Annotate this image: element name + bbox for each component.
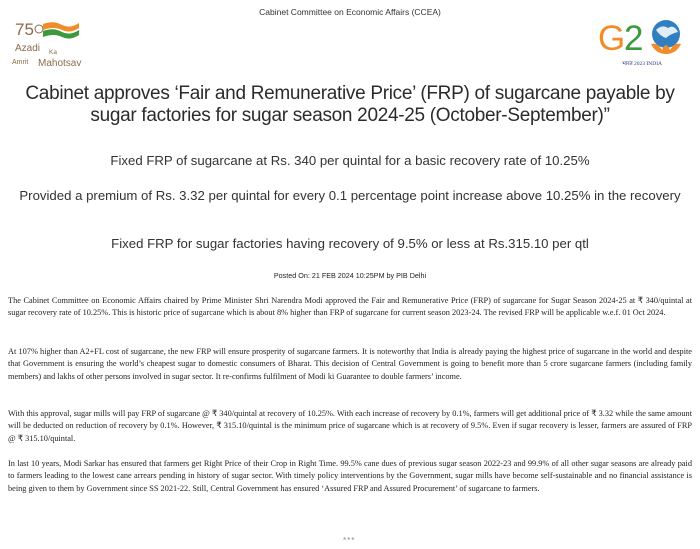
- posted-on-line: Posted On: 21 FEB 2024 10:25PM by PIB Delhi: [273, 271, 427, 280]
- highlight-2: Provided a premium of Rs. 3.32 per quintal for every 0.1 percentage point increase above 10.25% in the recovery: [19, 188, 681, 203]
- svg-text:G: G: [598, 19, 626, 58]
- svg-text:2: 2: [624, 19, 644, 58]
- press-release-title: Cabinet approves ‘Fair and Remunerative Price’ (FRP) of sugarcane payable by sugar factories for sugar season 2024-25 (October-September)”: [25, 83, 675, 126]
- page-header: [0, 0, 700, 78]
- azadi-ka-amrit-mahotsav-logo: [12, 18, 102, 68]
- svg-text:Mahotsav: Mahotsav: [38, 58, 82, 68]
- highlight-1: Fixed FRP of sugarcane at Rs. 340 per quintal for a basic recovery rate of 10.25%: [110, 153, 590, 168]
- paragraph-text: In last 10 years, Modi Sarkar has ensured that farmers get Right Price of their Crop in Right Time. 99.5% cane dues of previous sugar season 2022-23 and 99.9% of all other sugar seasons are already paid to farmers leading to the lowest cane arrears pending in history of sugar sector. With timely policy interventions by the Government, sugar mills have become self-sustainable and no financial assistance is being given to them by Government since SS 2021-22. Still, Central Government has ensured ‘Assured FRP and Assured Procurement’ of sugarcane to farmers.: [8, 459, 692, 493]
- paragraph-text: At 107% higher than A2+FL cost of sugarcane, the new FRP will ensure prosperity of sugarcane farmers. It is noteworthy that India is already paying the highest price of sugarcane in the world and despite that Government is ensuring the world’s cheapest sugar to domestic consumers of Bharat. This decision of Central Government is going to benefit more than 5 crore sugarcane farmers (including family members) and lakhs of other persons involved in sugar sector. It re-confirms fulfilment of Modi ki Guarantee to double farmers’ income.: [8, 347, 692, 381]
- paragraph-text: The Cabinet Committee on Economic Affairs chaired by Prime Minister Shri Narendra Modi approved the Fair and Remunerative Price (FRP) of sugarcane for Sugar Season 2024-25 at ₹ 340/quintal at sugar recovery rate of 10.25%. This is historic price of sugarcane which is about 8% higher than FRP of sugarcane for current season 2023-24. The revised FRP will be applicable w.e.f. 01 Oct 2024.: [8, 296, 692, 318]
- amrit-mahotsav-emblem-icon: [12, 18, 102, 68]
- end-of-release-mark: ***: [343, 536, 356, 545]
- svg-text:75: 75: [15, 20, 34, 39]
- highlight-3: Fixed FRP for sugar factories having recovery of 9.5% or less at Rs.315.10 per qtl: [111, 236, 589, 251]
- paragraph-1: [8, 295, 692, 320]
- paragraph-2: [8, 346, 692, 383]
- svg-text:Ka: Ka: [49, 49, 57, 56]
- paragraph-4: [8, 458, 692, 495]
- svg-text:भारत 2023 INDIA: भारत 2023 INDIA: [622, 61, 663, 67]
- paragraph-3: [8, 408, 692, 445]
- svg-text:Amrit: Amrit: [12, 59, 29, 66]
- g20-india-logo: [596, 10, 696, 68]
- svg-text:Azadi: Azadi: [15, 43, 41, 54]
- ministry-name: Cabinet Committee on Economic Affairs (CCEA): [259, 7, 441, 17]
- g20-emblem-icon: [596, 10, 696, 68]
- paragraph-text: With this approval, sugar mills will pay FRP of sugarcane @ ₹ 340/quintal at recovery of 10.25%. With each increase of recovery by 0.1%, farmers will get additional price of ₹ 3.32 while the same amount will be deducted on reduction of recovery by 0.1%. However, ₹ 315.10/quintal is the minimum price of sugarcane which is at recovery of 9.5%. Even if sugar recovery is lesser, farmers are assured of FRP @ ₹ 315.10/quintal.: [8, 409, 692, 443]
